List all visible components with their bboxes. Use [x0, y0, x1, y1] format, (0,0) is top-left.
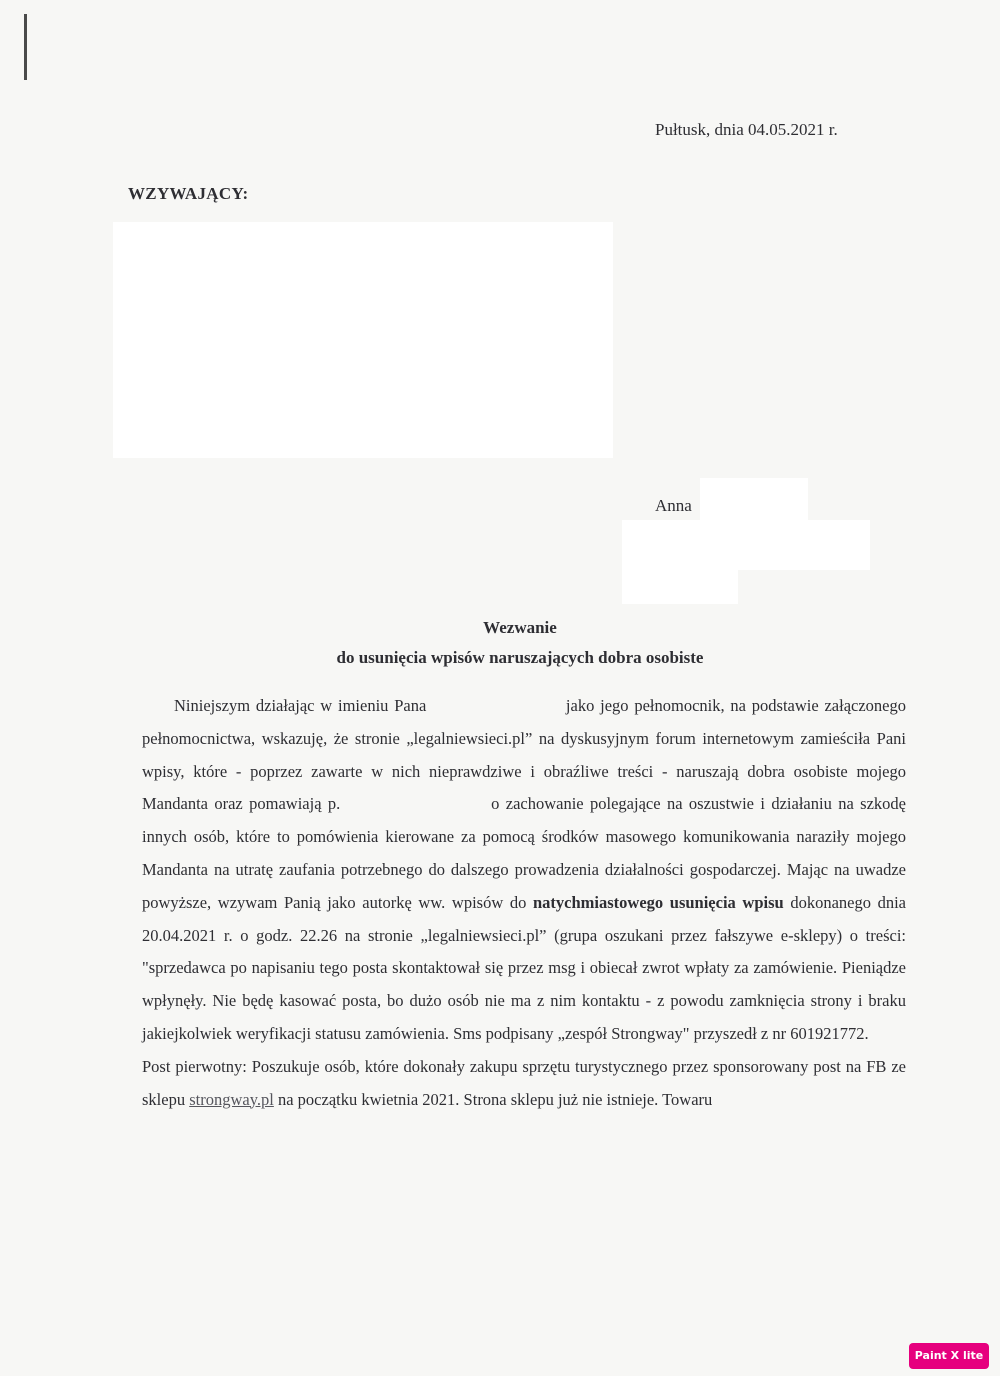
recipient-name: Anna	[655, 496, 692, 515]
body-text: dokonanego dnia 20.04.2021 r. o godz. 22.26 na stronie „legalniewsieci.pl” (grupa oszukani przez fałszywe e-sklepy) o treści: "sprzedawca po napisaniu tego posta skontaktował się przez msg i obiecał zwrot wpłaty za zamówienie. Pieniądze wpłynęły. Nie będę kasować posta, bo dużo osób nie ma z nim kontaktu - z powodu zamknięcia strony i braku jakiejkolwiek weryfikacji statusu zamówienia. Sms podpisany „zespół Strongway" przyszedł z nr 601921772.	[142, 892, 907, 1043]
watermark-badge: Paint X lite	[909, 1343, 989, 1369]
redacted-recipient-city	[622, 560, 738, 604]
sender-label: WZYWAJĄCY:	[128, 184, 249, 203]
body-text: jako jego pełnomocnik, na podstawie załączonego pełnomocnictwa, wskazuję, że stronie „legalniewsieci.pl” na dyskusyjnym forum internetowym zamieściła Pani wpisy, które - poprzez zawarte w nich nieprawdziwe i obraźliwe treści - naruszają dobra osobiste mojego Mandanta oraz pomawiają p.	[142, 696, 907, 814]
body-text: Niniejszym działając w imieniu Pana	[174, 696, 433, 715]
body-text: Post pierwotny: Poszukuje osób, które dokonały zakupu sprzętu turystycznego przez sponsorowany post na FB ze sklepu	[142, 1056, 906, 1109]
paragraph-main	[142, 690, 906, 1051]
place-and-date: Pułtusk, dnia 04.05.2021 r.	[655, 120, 838, 139]
body-text: o zachowanie polegające na oszustwie i działaniu na szkodę innych osób, które to pomówienia kierowane za pomocą środków masowego komunikowania naraziły mojego Mandanta na utratę zaufania potrzebnego do dalszego prowadzenia działalności gospodarczej. Mając na uwadze powyższe, wzywam Panią jako autorkę ww. wpisów do	[142, 794, 907, 912]
paragraph-original-post	[142, 1051, 906, 1117]
shop-link[interactable]: strongway.pl	[189, 1089, 274, 1109]
redacted-sender-block	[113, 222, 613, 458]
document-title: Wezwanie	[483, 618, 557, 637]
letter-body	[142, 690, 906, 1116]
scan-edge-mark	[24, 14, 27, 80]
body-text: na początku kwietnia 2021. Strona sklepu już nie istnieje. Towaru	[273, 1089, 713, 1109]
document-subtitle: do usunięcia wpisów naruszających dobra osobiste	[336, 648, 704, 667]
emphasis-text: natychmiastowego usunięcia wpisu	[533, 892, 784, 912]
